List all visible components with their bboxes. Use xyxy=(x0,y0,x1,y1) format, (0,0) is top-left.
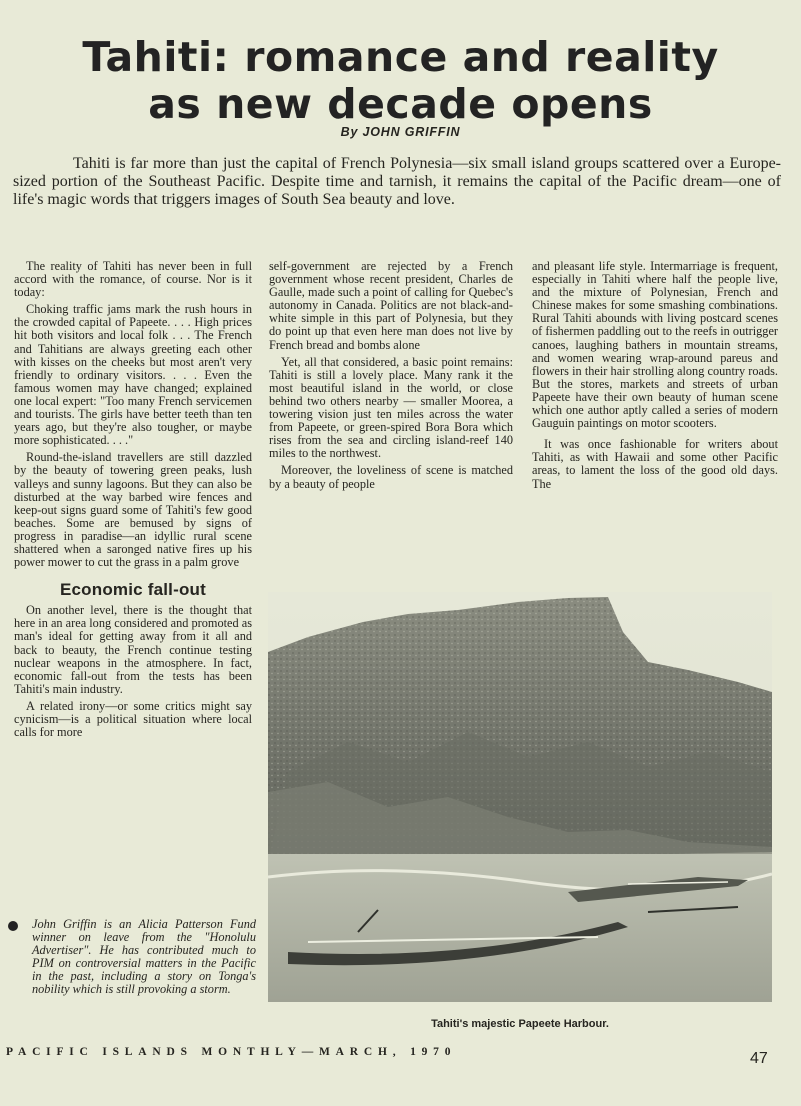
title-line-2: as new decade opens xyxy=(148,80,653,128)
col1-paragraph: A related irony—or some critics might say cynicism—is a political situation where local calls for more xyxy=(14,698,252,740)
col2-paragraph: self-government are rejected by a French government whose recent president, Charles de Gaulle, made such a point of calling for Quebec's autonomy in Canada. Politics are not black-and-white simple in this part of Polynesia, but they do point up that even here man does not live by French bread and bombs alone xyxy=(269,259,513,352)
column-3 xyxy=(532,260,778,495)
column-1 xyxy=(14,260,252,743)
col2-paragraph: Yet, all that considered, a basic point remains: Tahiti is still a lovely place. Many rank it the most beautiful island in the world, or close behind two others nearby — smaller Moorea, a towering vision just ten miles across the water from Papeete, or green-spired Bora Bora which rises from the sea and circling island-reef 140 miles to the northwest. xyxy=(269,354,513,461)
col1-paragraph: Round-the-island travellers are still dazzled by the beauty of towering green peaks, lush valleys and sunny lagoons. But they can also be disturbed at the way barbed wire fences and keep-out signs guard some of Tahiti's few good beaches. Some are bemused by signs of progress in paradise—an idyllic rural scene shattered when a saronged native fires up his power mower to cut the grass in a palm grove xyxy=(14,450,252,570)
author-note xyxy=(8,918,256,997)
intro-paragraph: Tahiti is far more than just the capital of French Polynesia—six small island groups scattered over a Europe-sized portion of the Southeast Pacific. Despite time and tarnish, it remains the capital of the Pacific dream—one of life's magic words that triggers images of South Sea beauty and love. xyxy=(13,155,781,208)
photo-caption: Tahiti's majestic Papeete Harbour. xyxy=(431,1018,609,1030)
col3-paragraph: It was once fashionable for writers about Tahiti, as with Hawaii and some other Pacific areas, to lament the loss of the good old days. The xyxy=(532,437,778,491)
byline: By JOHN GRIFFIN xyxy=(340,125,461,139)
article-title xyxy=(0,34,801,128)
col3-paragraph: and pleasant life style. Intermarriage is frequent, especially in Tahiti where half the people live, and the mixture of Polynesian, French and Chinese makes for some smashing combinations. Rural Tahiti abounds with living postcard scenes of fishermen paddling out to the reefs in outrigger canoes, laughing bathers in mountain streams, and women wearing wrap-around pareus and flowers in their hair strolling along country roads. But the stores, markets and streets of urban Papeete have their own beauty of human scene which one author aptly called a series of modern Gauguin paintings on motor scooters. xyxy=(532,259,778,431)
col1-paragraph: Choking traffic jams mark the rush hours in the crowded capital of Papeete. . . . High prices hit both visitors and local folk . . . The French and Tahitians are always greeting each other with kisses on the cheeks but most aren't very friendly to ordinary visitors. . . . Even the famous women may have changed; explained one local expert: "Too many French servicemen and tourists. The girls have better teeth than ten years ago, but they're also tougher, or maybe more sophisticated. . . ." xyxy=(14,302,252,448)
title-line-1: Tahiti: romance and reality xyxy=(82,33,719,81)
bullet-icon xyxy=(8,921,18,931)
photo-harbour-water xyxy=(268,854,772,1002)
page-number: 47 xyxy=(750,1050,768,1067)
section-subhead: Economic fall-out xyxy=(59,580,207,600)
column-2 xyxy=(269,260,513,495)
col2-paragraph: Moreover, the loveliness of scene is matched by a beauty of people xyxy=(269,463,513,491)
footer-publication: PACIFIC ISLANDS MONTHLY—MARCH, 1970 xyxy=(6,1046,457,1058)
col1-paragraph: On another level, there is the thought that here in an area long considered and promoted as man's ideal for getting away from it all and back to beauty, the French continue testing nuclear weapons in the atmosphere. In fact, economic fall-out from the tests has been Tahiti's main industry. xyxy=(14,603,252,696)
harbour-photo xyxy=(268,592,772,1002)
col1-paragraph: The reality of Tahiti has never been in full accord with the romance, of course. Nor is it today: xyxy=(14,259,252,300)
author-note-text: John Griffin is an Alicia Patterson Fund winner on leave from the "Honolulu Advertiser". He has contributed much to PIM on controversial matters in the Pacific in the past, including a story on Tonga's nobility which is still provoking a storm. xyxy=(32,917,256,997)
